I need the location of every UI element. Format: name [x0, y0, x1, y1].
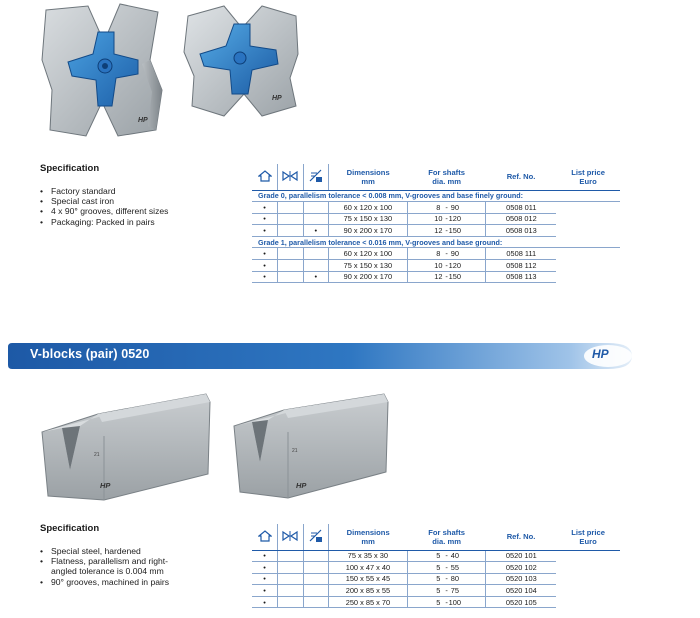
- section-title: V-blocks (pair) 0520: [30, 347, 150, 361]
- bowtie-icon: [282, 170, 298, 182]
- home-outline-icon: [258, 530, 272, 542]
- table-cell: [303, 248, 329, 260]
- column-header-price: [556, 524, 620, 550]
- table-cell: [278, 585, 304, 597]
- table-row: [252, 213, 620, 225]
- shaft-min: 5: [436, 597, 441, 607]
- table-cell: [303, 202, 329, 214]
- flatness-icon: [309, 529, 323, 543]
- shaft-min: 5: [436, 551, 441, 561]
- v-block-logo: HP: [138, 117, 148, 124]
- group-label: Grade 1, parallelism tolerance < 0.016 mm, V-grooves and base ground:: [252, 236, 620, 248]
- table-cell: [278, 248, 304, 260]
- v-block-image-right: [232, 392, 390, 504]
- v-block-4way-image-left: [38, 2, 170, 142]
- spec-item: • Factory standard: [40, 186, 180, 196]
- shaft-max: 90: [450, 202, 459, 212]
- shaft-min: 12: [434, 226, 443, 236]
- header-text: Dimensions: [346, 167, 390, 177]
- table-cell: [303, 260, 329, 272]
- spec-item: • Packaging: Packed in pairs: [40, 217, 180, 227]
- table-cell: 5 - 40: [407, 550, 486, 562]
- table-row: [252, 550, 620, 562]
- table-cell: 0508 112: [486, 260, 556, 272]
- table-cell: 0520 103: [486, 573, 556, 585]
- header-unit: dia. mm: [432, 536, 461, 546]
- table-cell: [278, 562, 304, 574]
- table-cell: 60 x 120 x 100: [329, 202, 408, 214]
- shaft-min: 5: [436, 562, 441, 572]
- table-cell: [556, 225, 620, 237]
- table-cell: 0508 111: [486, 248, 556, 260]
- table-cell: 200 x 85 x 55: [329, 585, 408, 597]
- spec-item: • 4 x 90° grooves, different sizes: [40, 206, 180, 216]
- table-cell: 5 - 75: [407, 585, 486, 597]
- table-cell: 5 -100: [407, 596, 486, 608]
- table-cell: 100 x 47 x 40: [329, 562, 408, 574]
- table-cell: [556, 562, 620, 574]
- flatness-icon: [309, 169, 323, 183]
- spec-item: • Flatness, parallelism and right-angled tolerance is 0.004 mm: [40, 556, 180, 576]
- v-block-logo: HP: [272, 95, 282, 102]
- column-header-ref: [486, 524, 556, 550]
- shaft-min: 8: [436, 249, 441, 259]
- table-cell: 90 x 200 x 170: [329, 271, 408, 283]
- group-row-grade1: [252, 236, 620, 248]
- table-cell: 0520 104: [486, 585, 556, 597]
- column-header-dimensions: [329, 524, 408, 550]
- table-cell: 250 x 85 x 70: [329, 596, 408, 608]
- header-text: For shafts: [428, 527, 465, 537]
- shaft-min: 10: [434, 214, 443, 224]
- shaft-max: 100: [448, 597, 461, 607]
- table-row: [252, 562, 620, 574]
- v-block-logo: HP: [296, 481, 307, 490]
- shaft-max: 40: [450, 551, 459, 561]
- spec-title-section1: Specification: [40, 163, 100, 174]
- column-header-ref: [486, 164, 556, 190]
- table-cell: [303, 585, 329, 597]
- table-cell: 0508 013: [486, 225, 556, 237]
- shaft-max: 75: [450, 586, 459, 596]
- column-header-price: [556, 164, 620, 190]
- table-cell: 0508 113: [486, 271, 556, 283]
- table-cell: 0520 105: [486, 596, 556, 608]
- table-cell: •: [303, 225, 329, 237]
- shaft-max: 120: [448, 214, 461, 224]
- table-cell: [278, 573, 304, 585]
- column-icon-header: [303, 524, 329, 550]
- shaft-min: 10: [434, 260, 443, 270]
- bowtie-icon: [282, 530, 298, 542]
- hp-logo: HP: [592, 347, 609, 361]
- table-cell: [556, 271, 620, 283]
- table-cell: [278, 202, 304, 214]
- v-block-mark: 21: [292, 448, 298, 454]
- table-cell: •: [252, 585, 278, 597]
- table-cell: 5 - 55: [407, 562, 486, 574]
- table-cell: [278, 271, 304, 283]
- table-cell: [303, 213, 329, 225]
- column-icon-header: [252, 524, 278, 550]
- shaft-max: 90: [450, 249, 459, 259]
- table-cell: •: [252, 260, 278, 272]
- header-text: List price: [571, 167, 605, 177]
- header-unit: Euro: [579, 536, 597, 546]
- header-text: Dimensions: [346, 527, 390, 537]
- v-block-logo: HP: [100, 481, 111, 490]
- table-cell: •: [252, 225, 278, 237]
- table-cell: •: [252, 248, 278, 260]
- table-cell: [278, 225, 304, 237]
- table-cell: 75 x 150 x 130: [329, 213, 408, 225]
- table-cell: 0520 102: [486, 562, 556, 574]
- table-cell: [556, 573, 620, 585]
- table-cell: 150 x 55 x 45: [329, 573, 408, 585]
- spec-list-section1: [40, 186, 180, 227]
- table-cell: •: [252, 562, 278, 574]
- header-text: List price: [571, 527, 605, 537]
- spec-list-section2: [40, 546, 180, 587]
- spec-item: • Special steel, hardened: [40, 546, 180, 556]
- table-cell: 75 x 35 x 30: [329, 550, 408, 562]
- table-cell: 0508 012: [486, 213, 556, 225]
- table-cell: 75 x 150 x 130: [329, 260, 408, 272]
- shaft-min: 12: [434, 272, 443, 282]
- table-cell: [556, 585, 620, 597]
- table-cell: [556, 213, 620, 225]
- header-unit: mm: [361, 176, 375, 186]
- shaft-max: 150: [448, 226, 461, 236]
- table-row: [252, 260, 620, 272]
- table-cell: 60 x 120 x 100: [329, 248, 408, 260]
- header-text: For shafts: [428, 167, 465, 177]
- shaft-max: 80: [450, 574, 459, 584]
- table-cell: 12 -150: [407, 225, 486, 237]
- column-header-shafts: [407, 524, 486, 550]
- table-row: [252, 248, 620, 260]
- table-cell: •: [303, 271, 329, 283]
- table-cell: •: [252, 550, 278, 562]
- home-outline-icon: [258, 170, 272, 182]
- column-header-shafts: [407, 164, 486, 190]
- table-cell: 12 -150: [407, 271, 486, 283]
- shaft-min: 5: [436, 586, 441, 596]
- shaft-max: 150: [448, 272, 461, 282]
- column-icon-header: [278, 164, 304, 190]
- spec-title-section2: Specification: [40, 523, 100, 534]
- header-unit: mm: [361, 536, 375, 546]
- table-cell: [556, 596, 620, 608]
- table-cell: 90 x 200 x 170: [329, 225, 408, 237]
- column-icon-header: [252, 164, 278, 190]
- spec-table-section1: [252, 164, 620, 283]
- table-cell: 0520 101: [486, 550, 556, 562]
- group-row-grade0: [252, 190, 620, 202]
- table-cell: •: [252, 596, 278, 608]
- table-cell: [303, 550, 329, 562]
- table-row: [252, 596, 620, 608]
- spec-item: • Special cast iron: [40, 196, 180, 206]
- shaft-max: 120: [448, 260, 461, 270]
- column-icon-header: [278, 524, 304, 550]
- spec-table-section2: [252, 524, 620, 608]
- v-block-4way-image-right: [178, 2, 306, 122]
- shaft-max: 55: [450, 562, 459, 572]
- v-block-mark: 21: [94, 452, 100, 458]
- table-cell: 10 -120: [407, 213, 486, 225]
- table-row: [252, 202, 620, 214]
- header-unit: dia. mm: [432, 176, 461, 186]
- shaft-min: 5: [436, 574, 441, 584]
- table-cell: [556, 550, 620, 562]
- shaft-min: 8: [436, 202, 441, 212]
- table-cell: [556, 202, 620, 214]
- header-unit: Euro: [579, 176, 597, 186]
- table-cell: [556, 260, 620, 272]
- table-row: [252, 225, 620, 237]
- table-cell: [278, 596, 304, 608]
- group-label: Grade 0, parallelism tolerance < 0.008 mm, V-grooves and base finely ground:: [252, 190, 620, 202]
- table-cell: [278, 213, 304, 225]
- table-cell: [303, 573, 329, 585]
- table-row: [252, 271, 620, 283]
- column-icon-header: [303, 164, 329, 190]
- table-cell: •: [252, 213, 278, 225]
- table-cell: [303, 596, 329, 608]
- table-cell: •: [252, 202, 278, 214]
- column-header-dimensions: [329, 164, 408, 190]
- table-row: [252, 573, 620, 585]
- table-cell: •: [252, 573, 278, 585]
- header-text: Ref. No.: [506, 172, 536, 182]
- table-row: [252, 585, 620, 597]
- table-cell: 8 - 90: [407, 248, 486, 260]
- table-cell: 8 - 90: [407, 202, 486, 214]
- header-text: Ref. No.: [506, 532, 536, 542]
- table-cell: •: [252, 271, 278, 283]
- table-cell: 0508 011: [486, 202, 556, 214]
- spec-item: • 90° grooves, machined in pairs: [40, 577, 180, 587]
- table-cell: [278, 260, 304, 272]
- v-block-image-left: [40, 392, 212, 508]
- table-cell: [278, 550, 304, 562]
- table-cell: [303, 562, 329, 574]
- table-cell: 10 -120: [407, 260, 486, 272]
- table-cell: 5 - 80: [407, 573, 486, 585]
- table-cell: [556, 248, 620, 260]
